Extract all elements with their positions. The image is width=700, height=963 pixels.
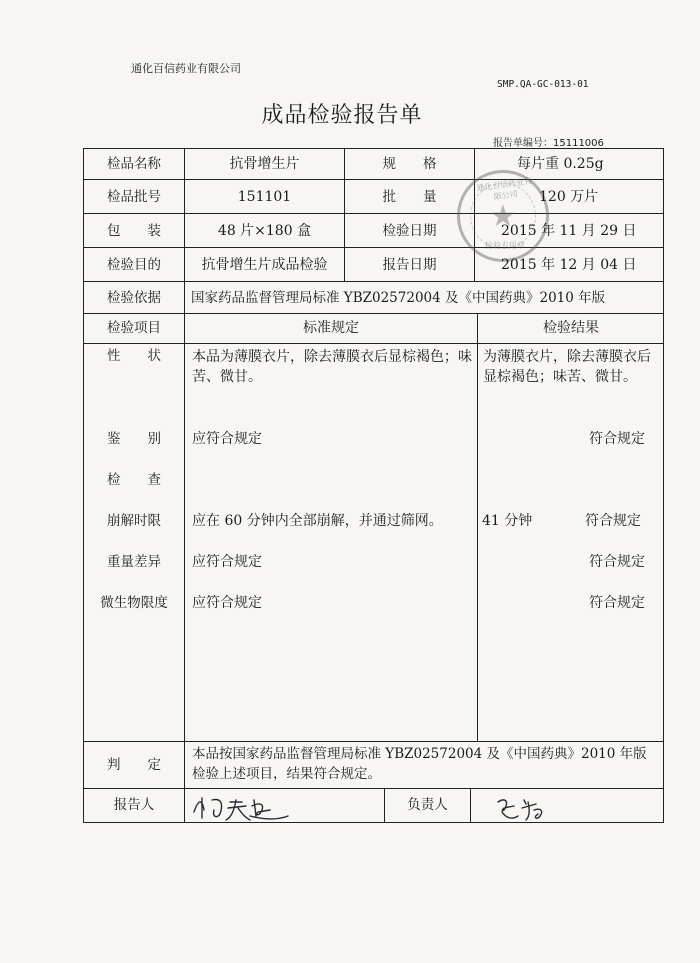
star-icon: ★ [489, 199, 517, 234]
test-date-label: 检验日期 [382, 223, 437, 239]
responsible-signature [494, 792, 564, 824]
column-divider [477, 313, 478, 741]
test-measured-value: 41 分钟 [482, 513, 533, 529]
column-divider [470, 788, 471, 823]
col-item-header: 检验项目 [107, 320, 161, 336]
test-standard: 应在 60 分钟内全部崩解，并通过筛网。 [192, 513, 443, 529]
row-divider [83, 179, 664, 180]
conclusion-label: 判 定 [107, 757, 161, 773]
official-seal [457, 170, 549, 262]
row-divider [83, 741, 664, 742]
test-result: 符合规定 [589, 554, 645, 570]
seal-text-top: 通化百信药业有限公司 [475, 176, 533, 202]
basis-label: 检验依据 [107, 290, 161, 306]
conclusion-text: 本品按国家药品监督管理局标准 YBZ02572004 及《中国药典》2010 年版检验上述项目，结果符合规定。 [192, 746, 647, 782]
product-name-label: 检品名称 [107, 156, 161, 172]
purpose-value: 抗骨增生片成品检验 [201, 257, 328, 273]
document-code: SMP.QA-GC-013-01 [497, 79, 589, 90]
product-name-value: 抗骨增生片 [229, 156, 300, 172]
spec-value: 每片重 0.25g [517, 156, 604, 172]
row-divider [83, 313, 664, 314]
report-date-value: 2015 年 12 月 04 日 [501, 257, 637, 273]
batch-quantity-value: 120 万片 [539, 189, 599, 205]
test-item: 检 查 [107, 472, 161, 488]
row-divider [83, 281, 664, 282]
page-title: 成品检验报告单 [261, 103, 423, 128]
report-number: 报告单编号：15111006 [493, 138, 604, 149]
row-divider [83, 213, 664, 214]
test-item: 微生物限度 [100, 595, 168, 611]
test-standard: 应符合规定 [192, 554, 262, 570]
batch-number-label: 检品批号 [107, 189, 161, 205]
row-divider [83, 788, 664, 789]
reporter-label: 报告人 [113, 797, 155, 813]
reporter-signature [190, 790, 295, 824]
test-item: 性 状 [107, 348, 161, 364]
test-date-value: 2015 年 11 月 29 日 [501, 223, 637, 239]
column-divider [184, 148, 185, 823]
spec-label: 规 格 [382, 156, 437, 172]
responsible-label: 负责人 [407, 797, 448, 813]
test-standard: 应符合规定 [192, 595, 262, 611]
row-divider [83, 247, 664, 248]
company-name: 通化百信药业有限公司 [131, 62, 241, 75]
col-standard-header: 标准规定 [303, 320, 359, 336]
basis-value: 国家药品监督管理局标准 YBZ02572004 及《中国药典》2010 年版 [191, 290, 606, 306]
seal-text-bottom: 检验专用章 [485, 241, 525, 250]
test-result: 符合规定 [589, 595, 645, 611]
row-divider [83, 343, 664, 344]
package-label: 包 装 [107, 223, 161, 239]
test-item: 鉴 别 [107, 431, 161, 447]
test-result: 符合规定 [589, 431, 645, 447]
test-item: 重量差异 [107, 554, 161, 570]
test-result: 为薄膜衣片，除去薄膜衣后显棕褐色；味苦、微甘。 [483, 349, 651, 385]
test-item: 崩解时限 [107, 513, 161, 529]
test-result: 符合规定 [585, 513, 641, 529]
batch-quantity-label: 批 量 [382, 189, 437, 205]
batch-number-value: 151101 [237, 189, 292, 205]
col-result-header: 检验结果 [543, 320, 599, 336]
package-value: 48 片×180 盒 [217, 223, 312, 239]
purpose-label: 检验目的 [107, 257, 161, 273]
report-date-label: 报告日期 [382, 257, 437, 273]
test-standard: 本品为薄膜衣片，除去薄膜衣后显棕褐色；味苦、微甘。 [192, 349, 472, 385]
test-standard: 应符合规定 [192, 431, 262, 447]
